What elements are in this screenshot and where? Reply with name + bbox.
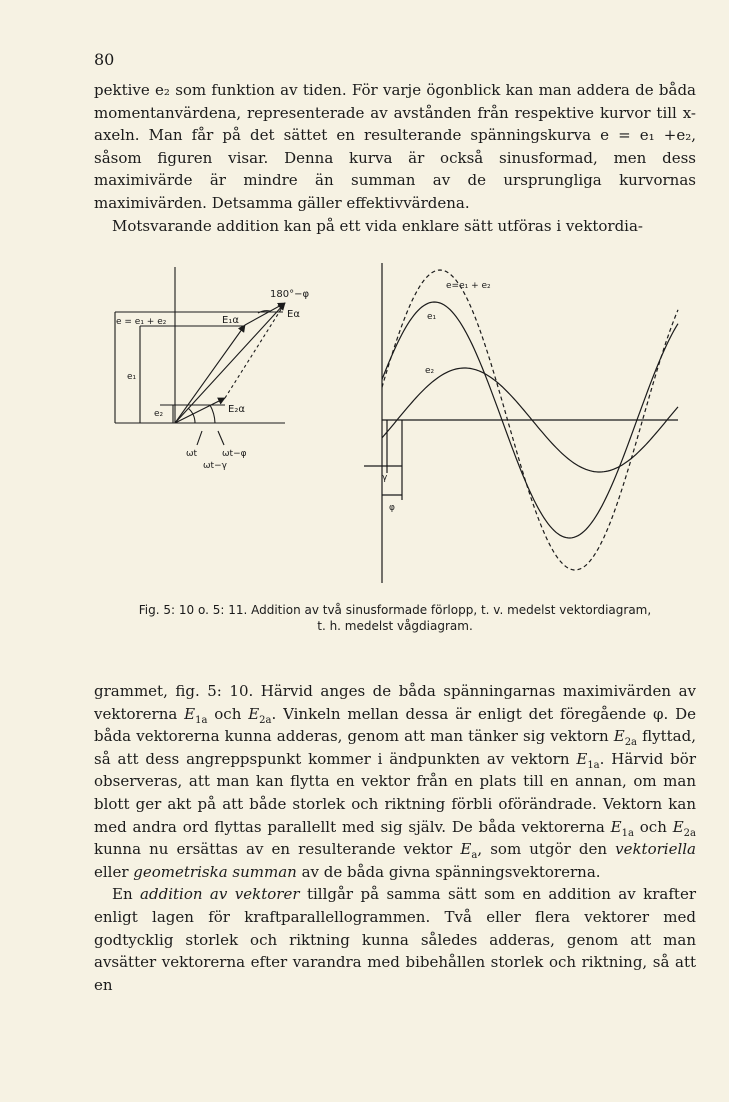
paragraph-3: grammet, fig. 5: 10. Härvid anges de båda spänningarnas maximivärden av vektorerna $E_{1a}$ och $E_{2a}$. Vinkeln mellan dessa är enligt det föregående φ. De båda vektorerna kunna adderas, genom att man tänker sig vektorn $E_{2a}$ flyttad, så att dess angreppspunkt kommer i ändpunkten av vektorn $E_{1a}$. Härvid bör observeras, att man kan flytta en vektor från en plats till en annan, om man blott ger akt på att både storlek och riktning förbli oförändrade. Vektorn kan med andra ord flyttas parallellt med sig själv. De båda vektorerna $E_{1a}$ och $E_{2a}$ kunna nu ersättas av en resulterande vektor $E_a$, som utgör den vektoriella eller geometriska summan av de båda givna spänningsvektorerna. xyxy=(94,682,696,881)
leader-wt-phi xyxy=(218,431,224,445)
label-E2a: E₂α xyxy=(228,404,245,415)
label-e-sum: e = e₁ + e₂ xyxy=(116,317,167,327)
label-wave-e2: e₂ xyxy=(425,366,435,376)
wave-diagram xyxy=(364,263,678,583)
label-wt-phi: ωt−φ xyxy=(222,449,247,459)
page-number: 80 xyxy=(94,50,115,69)
vector-e2-alpha xyxy=(175,398,225,423)
label-180-phi: 180°−φ xyxy=(270,289,310,300)
label-wave-sum: e=e₁ + e₂ xyxy=(446,281,491,291)
paragraph-2: Motsvarande addition kan på ett vida enklare sätt utföras i vektordia- xyxy=(112,216,643,235)
label-wt: ωt xyxy=(186,449,198,459)
label-wave-e1: e₁ xyxy=(427,312,437,322)
wave-labels xyxy=(382,281,491,513)
label-e1: e₁ xyxy=(127,372,137,382)
paragraph-1: pektive e₂ som funktion av tiden. För varje ögonblick kan man addera de båda momentanvärdena, representerade av avstånden från respektive kurvor till x-axeln. Man får på det sättet en resulterande spänningskurva e = e₁ +e₂, såsom figuren visar. Denna kurva är också sinusformad, men dess maximivärde är mindre än summan av de ursprungliga kurvornas maximivärden. Detsamma gäller effektivvärdena. xyxy=(94,81,696,212)
label-gamma: γ xyxy=(382,473,388,483)
label-Ea: Eα xyxy=(287,309,300,320)
angle-arc-wt-phi xyxy=(210,405,215,423)
paragraph-4: En addition av vektorer tillgår på samma sätt som en addition av krafter enligt lagen för kraftparallellogrammen. Två eller flera vektorer med godtycklig storlek och riktning kunna således adderas, genom att man avsätter vektorerna efter varandra med bibehållen storlek och riktning, så att en xyxy=(94,885,696,994)
top-text xyxy=(94,79,696,237)
label-E1a: E₁α xyxy=(222,315,239,326)
caption-line-1: Fig. 5: 10 o. 5: 11. Addition av två sinusformade förlopp, t. v. medelst vektordiagram, xyxy=(138,603,652,617)
vector-diagram xyxy=(115,267,285,445)
vector-e2-alpha-shifted xyxy=(245,303,285,325)
caption-line-2: t. h. medelst vågdiagram. xyxy=(317,619,473,633)
figure-caption xyxy=(94,602,696,634)
label-e2: e₂ xyxy=(154,409,164,419)
vector-labels xyxy=(116,289,309,471)
bottom-text xyxy=(94,680,696,996)
label-wt-gamma: ωt−γ xyxy=(203,461,227,471)
figure-5-10-5-11 xyxy=(100,255,700,590)
leader-wt xyxy=(197,431,202,445)
label-phi: φ xyxy=(389,503,395,513)
